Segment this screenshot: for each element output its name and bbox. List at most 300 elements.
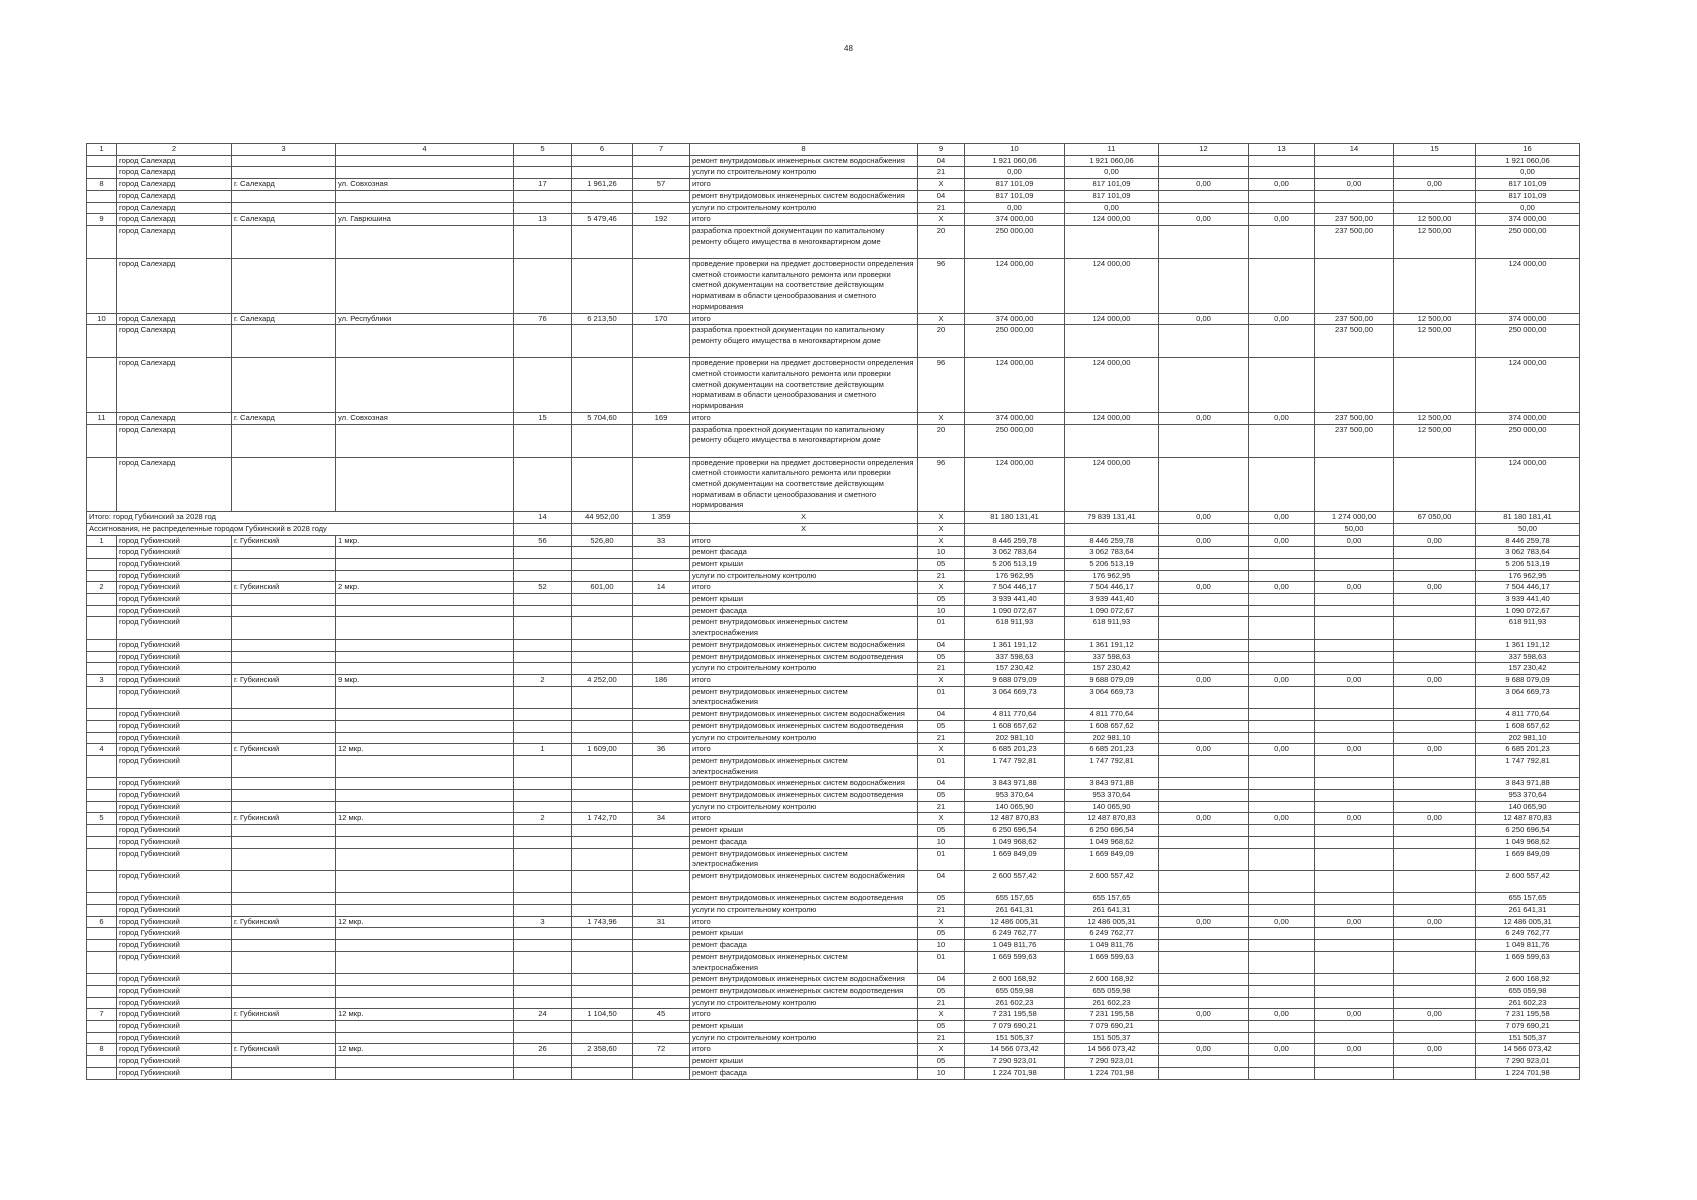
cell-street — [336, 639, 514, 651]
table-row — [87, 720, 1580, 732]
cell-municipality: город Губкинский — [117, 778, 232, 790]
table-row — [87, 358, 1580, 413]
cell-settlement — [232, 155, 336, 167]
cell-budget-okrug — [1159, 558, 1249, 570]
cell-work-type: итого — [690, 813, 918, 825]
cell-year — [514, 167, 572, 179]
cell-cost-final: 12 487 870,83 — [1476, 813, 1580, 825]
cell-year — [514, 974, 572, 986]
cell-total-cost: 1 747 792,81 — [965, 755, 1065, 777]
cell-residents — [633, 940, 690, 952]
cell-fund-cost: 1 090 072,67 — [1065, 605, 1159, 617]
table-row — [87, 1021, 1580, 1033]
column-number-fund-cost: 11 — [1065, 144, 1159, 156]
cell-owner-funds-a: 237 500,00 — [1315, 325, 1394, 358]
cell-settlement — [232, 190, 336, 202]
cell-work-type: итого — [690, 313, 918, 325]
column-number-municipality: 2 — [117, 144, 232, 156]
cell-year — [514, 639, 572, 651]
cell-owner-funds-a: 0,00 — [1315, 1009, 1394, 1021]
cell-residents — [633, 155, 690, 167]
cell-year — [514, 720, 572, 732]
cell-owner-funds-b — [1394, 732, 1476, 744]
cell-owner-funds-a — [1315, 709, 1394, 721]
cell-budget-local — [1249, 1067, 1315, 1079]
cell-budget-okrug — [1159, 1021, 1249, 1033]
cell-cost-final: 0,00 — [1476, 202, 1580, 214]
cell-work-type: итого — [690, 412, 918, 424]
cell-street — [336, 893, 514, 905]
cell-work-type: ремонт внутридомовых инженерных систем водоснабжения — [690, 709, 918, 721]
summary-label: Ассигнования, не распределенные городом Губкинский в 2028 году — [87, 523, 514, 535]
table-row — [87, 951, 1580, 973]
cell-year — [514, 928, 572, 940]
cell-year: 3 — [514, 916, 572, 928]
cell-cost-final: 4 811 770,64 — [1476, 709, 1580, 721]
table-row — [87, 225, 1580, 258]
cell-street — [336, 1032, 514, 1044]
cell-residents — [633, 974, 690, 986]
cell-owner-funds-b — [1394, 605, 1476, 617]
cell-owner-funds-a — [1315, 617, 1394, 639]
cell-work-type: ремонт крыши — [690, 594, 918, 606]
cell-total-cost: 1 049 811,76 — [965, 940, 1065, 952]
cell-no — [87, 1067, 117, 1079]
cell-total-cost: 3 939 441,40 — [965, 594, 1065, 606]
table-row — [87, 813, 1580, 825]
table-row — [87, 974, 1580, 986]
cell-code: 21 — [918, 570, 965, 582]
cell-budget-okrug: 0,00 — [1159, 1009, 1249, 1021]
cell-owner-funds-a: 0,00 — [1315, 582, 1394, 594]
cell-fund-cost: 124 000,00 — [1065, 259, 1159, 314]
cell-area — [572, 259, 633, 314]
cell-no — [87, 167, 117, 179]
cell-settlement: г. Губкинский — [232, 582, 336, 594]
table-row — [87, 997, 1580, 1009]
cell-settlement — [232, 928, 336, 940]
cell-total-cost: 2 600 557,42 — [965, 870, 1065, 892]
cell-area — [572, 457, 633, 512]
cell-residents: 31 — [633, 916, 690, 928]
cell-year — [514, 570, 572, 582]
cell-code: 21 — [918, 202, 965, 214]
cell-area — [572, 167, 633, 179]
cell-fund-cost: 6 250 696,54 — [1065, 825, 1159, 837]
cell-area — [572, 825, 633, 837]
cell-residents — [633, 605, 690, 617]
cell-area — [572, 570, 633, 582]
cell-total-cost: 0,00 — [965, 202, 1065, 214]
cell-area: 6 213,50 — [572, 313, 633, 325]
cell-owner-funds-b — [1394, 457, 1476, 512]
cell-code: 05 — [918, 651, 965, 663]
cell-fund-cost: 261 602,23 — [1065, 997, 1159, 1009]
cell-cost-final: 1 090 072,67 — [1476, 605, 1580, 617]
cell-owner-funds-a: 0,00 — [1315, 675, 1394, 687]
cell-budget-local — [1249, 167, 1315, 179]
cell-municipality: город Губкинский — [117, 709, 232, 721]
cell-cost-final: 6 249 762,77 — [1476, 928, 1580, 940]
cell-no: 8 — [87, 1044, 117, 1056]
cell-street: 2 мкр. — [336, 582, 514, 594]
cell-residents — [633, 985, 690, 997]
cell-area — [572, 928, 633, 940]
cell-street — [336, 732, 514, 744]
cell-area — [572, 1021, 633, 1033]
cell-fund-cost: 618 911,93 — [1065, 617, 1159, 639]
cell-year — [514, 190, 572, 202]
cell-owner-funds-b — [1394, 358, 1476, 413]
summary-row — [87, 512, 1580, 524]
cell-municipality: город Салехард — [117, 259, 232, 314]
cell-budget-local: 0,00 — [1249, 916, 1315, 928]
cell-budget-okrug — [1159, 594, 1249, 606]
cell-total-cost: 151 505,37 — [965, 1032, 1065, 1044]
cell-budget-okrug — [1159, 259, 1249, 314]
cell-municipality: город Губкинский — [117, 558, 232, 570]
cell-work-type: ремонт крыши — [690, 1021, 918, 1033]
cell-work-type: итого — [690, 1009, 918, 1021]
cell-year — [514, 651, 572, 663]
cell-work-type: итого — [690, 1044, 918, 1056]
cell-code: 05 — [918, 790, 965, 802]
cell-code: 10 — [918, 547, 965, 559]
cell-code: 04 — [918, 974, 965, 986]
cell-total-cost: 4 811 770,64 — [965, 709, 1065, 721]
cell-municipality: город Губкинский — [117, 985, 232, 997]
cell-fund-cost: 202 981,10 — [1065, 732, 1159, 744]
cell-code: 05 — [918, 558, 965, 570]
column-number-owner-funds-a: 14 — [1315, 144, 1394, 156]
cell-area — [572, 558, 633, 570]
cell-work-type: проведение проверки на предмет достоверности определения сметной стоимости капитального ремонта или проверки сметной документации на соответствие действующим нормативам в области ценообразования и сметного нормирования — [690, 457, 918, 512]
cell-settlement — [232, 651, 336, 663]
cell-budget-local — [1249, 686, 1315, 708]
cell-owner-funds-b: 0,00 — [1394, 535, 1476, 547]
cell-budget-local — [1249, 940, 1315, 952]
cell-year — [514, 457, 572, 512]
table-row — [87, 663, 1580, 675]
cell-code: 04 — [918, 190, 965, 202]
summary-cell-area — [572, 523, 633, 535]
cell-residents — [633, 1032, 690, 1044]
cell-cost-final: 12 486 005,31 — [1476, 916, 1580, 928]
cell-municipality: город Губкинский — [117, 1067, 232, 1079]
cell-fund-cost: 6 685 201,23 — [1065, 744, 1159, 756]
cell-street — [336, 940, 514, 952]
cell-owner-funds-a — [1315, 801, 1394, 813]
cell-no: 5 — [87, 813, 117, 825]
cell-cost-final: 655 157,65 — [1476, 893, 1580, 905]
cell-municipality: город Губкинский — [117, 755, 232, 777]
cell-owner-funds-b: 0,00 — [1394, 179, 1476, 191]
cell-fund-cost: 9 688 079,09 — [1065, 675, 1159, 687]
cell-settlement — [232, 997, 336, 1009]
cell-work-type: ремонт внутридомовых инженерных систем водоснабжения — [690, 974, 918, 986]
cell-code: 04 — [918, 778, 965, 790]
table-row — [87, 535, 1580, 547]
cell-fund-cost: 261 641,31 — [1065, 905, 1159, 917]
cell-work-type: ремонт крыши — [690, 928, 918, 940]
cell-street — [336, 709, 514, 721]
cell-municipality: город Салехард — [117, 155, 232, 167]
cell-budget-local: 0,00 — [1249, 744, 1315, 756]
cell-cost-final: 1 747 792,81 — [1476, 755, 1580, 777]
cell-total-cost: 250 000,00 — [965, 325, 1065, 358]
cell-total-cost: 124 000,00 — [965, 457, 1065, 512]
cell-municipality: город Губкинский — [117, 848, 232, 870]
cell-owner-funds-b: 12 500,00 — [1394, 225, 1476, 258]
cell-owner-funds-a: 237 500,00 — [1315, 424, 1394, 457]
cell-owner-funds-a — [1315, 190, 1394, 202]
cell-no — [87, 951, 117, 973]
cell-owner-funds-b — [1394, 570, 1476, 582]
cell-budget-local: 0,00 — [1249, 214, 1315, 226]
cell-area — [572, 617, 633, 639]
cell-owner-funds-a — [1315, 974, 1394, 986]
cell-settlement: г. Губкинский — [232, 675, 336, 687]
cell-fund-cost: 3 062 783,64 — [1065, 547, 1159, 559]
cell-fund-cost: 1 224 701,98 — [1065, 1067, 1159, 1079]
cell-fund-cost — [1065, 325, 1159, 358]
table-row — [87, 424, 1580, 457]
cell-municipality: город Губкинский — [117, 732, 232, 744]
cell-code: 04 — [918, 639, 965, 651]
cell-fund-cost: 176 962,95 — [1065, 570, 1159, 582]
cell-settlement — [232, 639, 336, 651]
capital-repair-table — [86, 143, 1580, 1080]
column-number-total-cost: 10 — [965, 144, 1065, 156]
cell-year: 76 — [514, 313, 572, 325]
cell-settlement: г. Губкинский — [232, 1009, 336, 1021]
cell-work-type: ремонт фасада — [690, 547, 918, 559]
cell-code: 05 — [918, 720, 965, 732]
cell-budget-okrug — [1159, 940, 1249, 952]
cell-budget-local: 0,00 — [1249, 582, 1315, 594]
cell-total-cost: 9 688 079,09 — [965, 675, 1065, 687]
cell-street — [336, 1056, 514, 1068]
cell-code: 21 — [918, 663, 965, 675]
cell-area — [572, 663, 633, 675]
cell-settlement — [232, 940, 336, 952]
cell-area: 1 104,50 — [572, 1009, 633, 1021]
cell-budget-local — [1249, 928, 1315, 940]
table-row — [87, 1009, 1580, 1021]
cell-budget-okrug: 0,00 — [1159, 179, 1249, 191]
cell-work-type: ремонт фасада — [690, 940, 918, 952]
cell-settlement — [232, 617, 336, 639]
cell-no — [87, 225, 117, 258]
cell-area — [572, 424, 633, 457]
cell-budget-okrug — [1159, 651, 1249, 663]
cell-residents — [633, 836, 690, 848]
cell-budget-okrug — [1159, 732, 1249, 744]
cell-street — [336, 651, 514, 663]
cell-work-type: ремонт внутридомовых инженерных систем электроснабжения — [690, 686, 918, 708]
cell-total-cost: 7 079 690,21 — [965, 1021, 1065, 1033]
cell-owner-funds-a — [1315, 570, 1394, 582]
cell-budget-okrug — [1159, 190, 1249, 202]
cell-owner-funds-b — [1394, 1032, 1476, 1044]
cell-settlement — [232, 755, 336, 777]
table-row — [87, 582, 1580, 594]
column-number-budget-okrug: 12 — [1159, 144, 1249, 156]
cell-owner-funds-b — [1394, 1056, 1476, 1068]
cell-street — [336, 720, 514, 732]
cell-area — [572, 997, 633, 1009]
cell-municipality: город Салехард — [117, 325, 232, 358]
cell-residents — [633, 778, 690, 790]
cell-owner-funds-b — [1394, 870, 1476, 892]
cell-total-cost: 202 981,10 — [965, 732, 1065, 744]
cell-residents — [633, 663, 690, 675]
cell-owner-funds-b — [1394, 790, 1476, 802]
cell-no — [87, 617, 117, 639]
cell-municipality: город Губкинский — [117, 547, 232, 559]
cell-settlement — [232, 905, 336, 917]
cell-settlement — [232, 358, 336, 413]
cell-budget-local — [1249, 651, 1315, 663]
cell-total-cost: 817 101,09 — [965, 190, 1065, 202]
cell-settlement — [232, 720, 336, 732]
cell-owner-funds-a — [1315, 997, 1394, 1009]
cell-budget-local: 0,00 — [1249, 1009, 1315, 1021]
cell-owner-funds-b — [1394, 155, 1476, 167]
cell-area: 601,00 — [572, 582, 633, 594]
cell-owner-funds-b: 0,00 — [1394, 1044, 1476, 1056]
table-row — [87, 893, 1580, 905]
cell-budget-local — [1249, 778, 1315, 790]
cell-fund-cost: 1 669 849,09 — [1065, 848, 1159, 870]
cell-street — [336, 778, 514, 790]
cell-no — [87, 893, 117, 905]
cell-residents — [633, 547, 690, 559]
cell-residents — [633, 790, 690, 802]
cell-year — [514, 836, 572, 848]
cell-area — [572, 1056, 633, 1068]
cell-budget-okrug — [1159, 1067, 1249, 1079]
cell-no — [87, 202, 117, 214]
cell-owner-funds-b — [1394, 940, 1476, 952]
cell-cost-final: 124 000,00 — [1476, 457, 1580, 512]
cell-owner-funds-b — [1394, 985, 1476, 997]
cell-budget-local — [1249, 709, 1315, 721]
cell-residents: 186 — [633, 675, 690, 687]
summary-cell-owner-funds-a: 50,00 — [1315, 523, 1394, 535]
cell-street — [336, 155, 514, 167]
cell-area — [572, 951, 633, 973]
cell-budget-local — [1249, 974, 1315, 986]
cell-settlement — [232, 167, 336, 179]
cell-fund-cost: 124 000,00 — [1065, 214, 1159, 226]
summary-cell-budget-okrug: 0,00 — [1159, 512, 1249, 524]
cell-budget-okrug — [1159, 755, 1249, 777]
cell-budget-okrug — [1159, 424, 1249, 457]
cell-total-cost: 1 224 701,98 — [965, 1067, 1065, 1079]
cell-street: 12 мкр. — [336, 1044, 514, 1056]
cell-work-type: ремонт внутридомовых инженерных систем водоотведения — [690, 985, 918, 997]
cell-municipality: город Губкинский — [117, 1021, 232, 1033]
cell-street — [336, 870, 514, 892]
cell-code: 04 — [918, 870, 965, 892]
cell-area — [572, 940, 633, 952]
cell-work-type: услуги по строительному контролю — [690, 202, 918, 214]
cell-code: 21 — [918, 801, 965, 813]
cell-budget-local: 0,00 — [1249, 535, 1315, 547]
cell-settlement — [232, 732, 336, 744]
cell-settlement — [232, 202, 336, 214]
cell-year — [514, 358, 572, 413]
cell-fund-cost: 2 600 168,92 — [1065, 974, 1159, 986]
summary-cell-residents — [633, 523, 690, 535]
cell-budget-local — [1249, 639, 1315, 651]
cell-owner-funds-b: 12 500,00 — [1394, 325, 1476, 358]
cell-code: 10 — [918, 1067, 965, 1079]
cell-settlement: г. Губкинский — [232, 744, 336, 756]
cell-code: 05 — [918, 1056, 965, 1068]
summary-cell-owner-funds-a: 1 274 000,00 — [1315, 512, 1394, 524]
cell-fund-cost: 124 000,00 — [1065, 358, 1159, 413]
cell-budget-local — [1249, 825, 1315, 837]
cell-work-type: ремонт фасада — [690, 836, 918, 848]
summary-cell-residents: 1 359 — [633, 512, 690, 524]
cell-work-type: итого — [690, 179, 918, 191]
cell-budget-okrug — [1159, 720, 1249, 732]
cell-cost-final: 8 446 259,78 — [1476, 535, 1580, 547]
cell-owner-funds-a — [1315, 547, 1394, 559]
cell-owner-funds-a — [1315, 457, 1394, 512]
cell-total-cost: 8 446 259,78 — [965, 535, 1065, 547]
cell-year: 15 — [514, 412, 572, 424]
cell-cost-final: 261 602,23 — [1476, 997, 1580, 1009]
cell-budget-okrug: 0,00 — [1159, 916, 1249, 928]
table-row — [87, 155, 1580, 167]
cell-total-cost: 655 059,98 — [965, 985, 1065, 997]
cell-code: Х — [918, 675, 965, 687]
cell-work-type: итого — [690, 535, 918, 547]
cell-municipality: город Салехард — [117, 190, 232, 202]
summary-cell-budget-local — [1249, 523, 1315, 535]
cell-year: 17 — [514, 179, 572, 191]
cell-no — [87, 720, 117, 732]
cell-owner-funds-a — [1315, 790, 1394, 802]
cell-residents — [633, 358, 690, 413]
cell-budget-local — [1249, 951, 1315, 973]
cell-fund-cost: 655 059,98 — [1065, 985, 1159, 997]
cell-budget-local — [1249, 259, 1315, 314]
cell-street — [336, 686, 514, 708]
cell-work-type: ремонт внутридомовых инженерных систем электроснабжения — [690, 617, 918, 639]
cell-owner-funds-b: 12 500,00 — [1394, 214, 1476, 226]
cell-budget-local — [1249, 547, 1315, 559]
cell-budget-local: 0,00 — [1249, 412, 1315, 424]
cell-code: Х — [918, 744, 965, 756]
cell-year — [514, 997, 572, 1009]
cell-street: ул. Республики — [336, 313, 514, 325]
cell-work-type: услуги по строительному контролю — [690, 663, 918, 675]
summary-cell-total-cost — [965, 523, 1065, 535]
cell-street — [336, 570, 514, 582]
cell-year — [514, 755, 572, 777]
summary-cell-fund-cost: 79 839 131,41 — [1065, 512, 1159, 524]
cell-budget-okrug: 0,00 — [1159, 582, 1249, 594]
cell-owner-funds-a — [1315, 358, 1394, 413]
cell-year — [514, 1021, 572, 1033]
cell-settlement — [232, 836, 336, 848]
cell-owner-funds-a — [1315, 893, 1394, 905]
cell-area — [572, 190, 633, 202]
